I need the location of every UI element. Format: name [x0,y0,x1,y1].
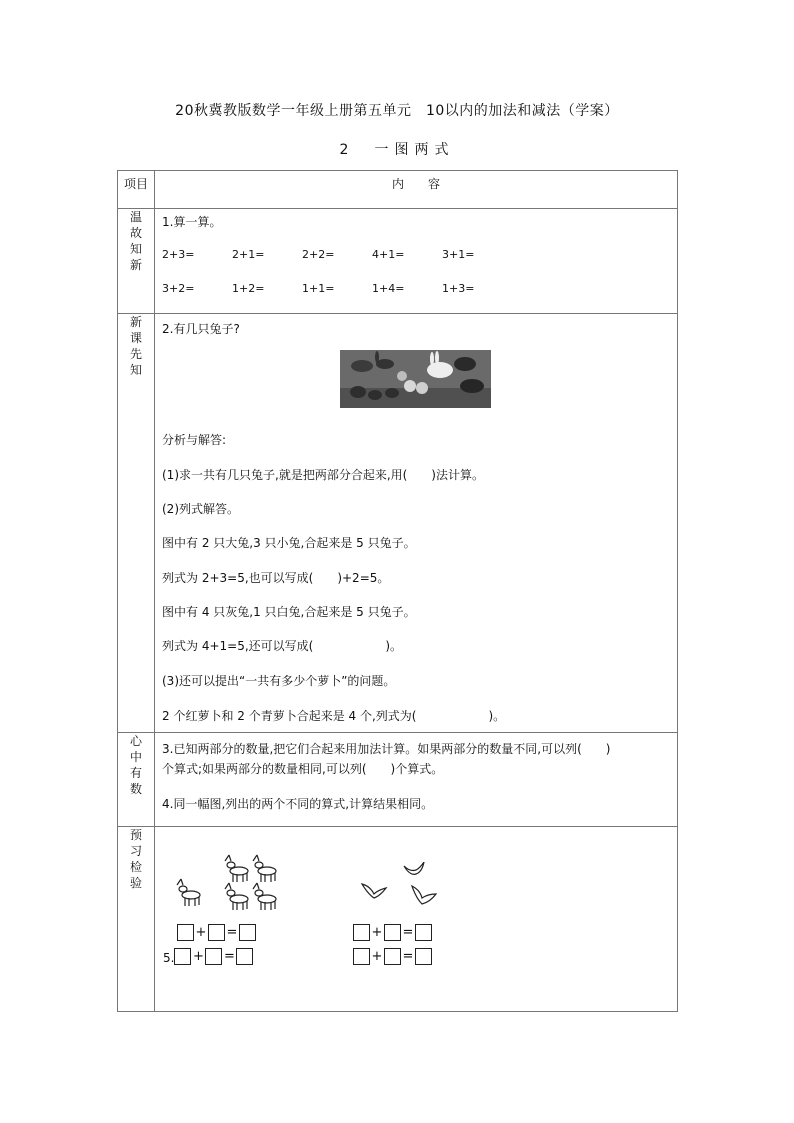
analysis-line-5: 图中有 4 只灰兔,1 只白兔,合起来是 5 只兔子。 [162,605,416,619]
problem-1-4: 4+1= [372,248,405,261]
equals-sign: = [402,925,414,940]
heart-line-2: 个算式;如果两部分的数量相同,可以列( )个算式。 [162,762,444,776]
problem-2-4: 1+4= [372,282,405,295]
section-review [118,209,678,314]
table-header-row [118,171,678,209]
analysis-line-3: 图中有 2 只大兔,3 只小兔,合起来是 5 只兔子。 [162,536,416,550]
section-label-heart: 心中有数 [129,734,142,796]
answer-box[interactable] [174,948,191,965]
answer-box[interactable] [236,948,253,965]
plus-sign: + [193,949,204,964]
answer-box[interactable] [384,924,401,941]
lesson-table [117,170,678,1012]
equals-sign: = [226,925,238,940]
plus-sign: + [371,925,383,940]
lesson-subtitle: 2 一图两式 [339,142,455,158]
section-new [118,314,678,733]
rabbits-illustration [340,350,491,408]
problem-1-5: 3+1= [442,248,475,261]
answer-box[interactable] [205,948,222,965]
answer-box[interactable] [415,948,432,965]
section-label-review: 温故知新 [129,210,142,272]
analysis-line-4: 列式为 2+3=5,也可以写成( )+2=5。 [162,571,390,585]
answer-box[interactable] [415,924,432,941]
deer-equation-2 [163,948,253,968]
heart-line-1: 3.已知两部分的数量,把它们合起来用加法计算。如果两部分的数量不同,可以列( ) [162,742,611,756]
question-5-number: 5. [163,951,175,965]
problem-2-3: 1+1= [302,282,335,295]
answer-box[interactable] [384,948,401,965]
header-item: 项目 [118,171,155,209]
section-label-new: 新课先知 [129,315,142,377]
analysis-line-2: (2)列式解答。 [162,502,239,516]
problem-2-5: 1+3= [442,282,475,295]
deer-equation-1 [177,924,256,944]
review-heading: 1.算一算。 [162,215,222,229]
analysis-line-7: (3)还可以提出“一共有多少个萝卜”的问题。 [162,674,396,688]
problem-2-1: 3+2= [162,282,195,295]
plus-sign: + [371,949,383,964]
section-preview [118,827,678,1012]
analysis-line-1: (1)求一共有几只兔子,就是把两部分合起来,用( )法计算。 [162,468,484,482]
problem-1-1: 2+3= [162,248,195,261]
problem-2-2: 1+2= [232,282,265,295]
plus-sign: + [195,925,207,940]
birds-illustration [360,862,450,917]
rabbit-question: 2.有几只兔子? [162,322,240,336]
problem-1-3: 2+2= [302,248,335,261]
answer-box[interactable] [177,924,194,941]
deer-illustration [175,851,285,915]
answer-box[interactable] [239,924,256,941]
analysis-heading: 分析与解答: [162,433,227,447]
rabbits-photo [340,350,491,408]
analysis-line-8: 2 个红萝卜和 2 个青萝卜合起来是 4 个,列式为( )。 [162,709,506,723]
answer-box[interactable] [353,948,370,965]
heart-line-3: 4.同一幅图,列出的两个不同的算式,计算结果相同。 [162,797,434,811]
header-content: 内 容 [155,171,678,209]
answer-box[interactable] [208,924,225,941]
analysis-line-6: 列式为 4+1=5,还可以写成( )。 [162,639,403,653]
equals-sign: = [224,949,235,964]
problem-1-2: 2+1= [232,248,265,261]
answer-box[interactable] [353,924,370,941]
bird-equation-1 [353,924,432,944]
section-heart [118,733,678,827]
equals-sign: = [402,949,414,964]
section-label-preview: 预习检验 [129,828,142,890]
document-title: 20秋冀教版数学一年级上册第五单元 10以内的加法和减法（学案） [175,103,619,119]
bird-equation-2 [353,948,432,968]
